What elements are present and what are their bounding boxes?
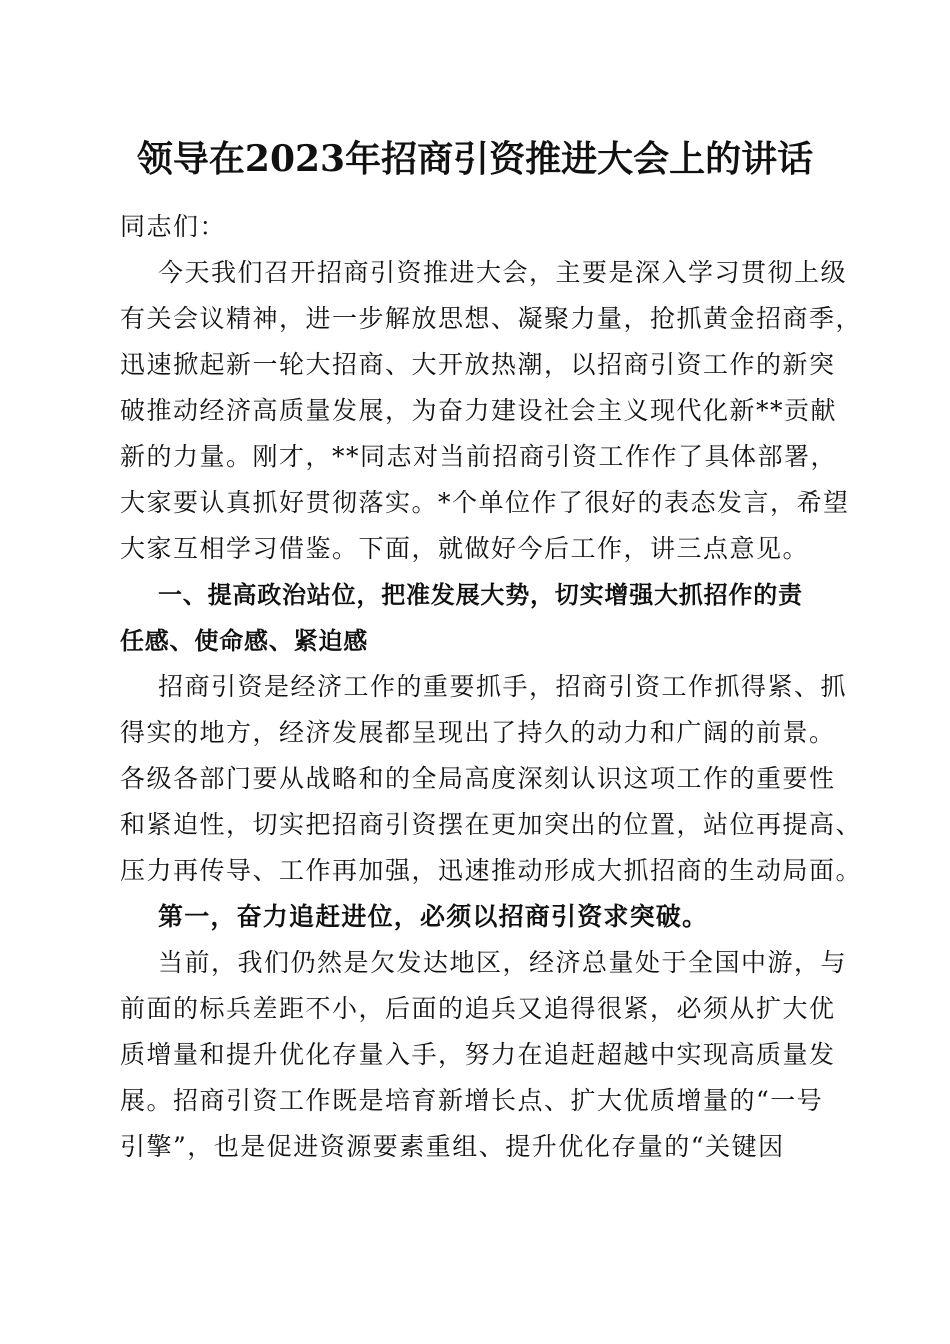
paragraph-line: 引擎”，也是促进资源要素重组、提升优化存量的“关键因 [120,1132,785,1161]
paragraph-line: 当前，我们仍然是欠发达地区，经济总量处于全国中游，与 [158,948,848,977]
paragraph-line: 质增量和提升优化存量入手，努力在追赶超越中实现高质量发 [120,1040,836,1069]
paragraph-line: 今天我们召开招商引资推进大会，主要是深入学习贯彻上级 [158,258,848,287]
paragraph-line: 大家要认真抓好贯彻落实。*个单位作了很好的表态发言，希望 [120,488,850,517]
subheading-line: 第一，奋力追赶进位，必须以招商引资求突破。 [158,902,709,931]
section-heading-line: 任感、使命感、紧迫感 [120,627,368,655]
paragraph-line: 和紧迫性，切实把招商引资摆在更加突出的位置，站位再提高、 [120,810,863,839]
paragraph-line: 压力再传导、工作再加强，迅速推动形成大抓招商的生动局面。 [120,856,863,885]
paragraph-line: 破推动经济高质量发展，为奋力建设社会主义现代化新**贡献 [120,396,838,425]
paragraph-line: 展。招商引资工作既是培育新增长点、扩大优质增量的“一号 [120,1086,824,1115]
paragraph-line: 前面的标兵差距不小，后面的追兵又追得很紧，必须从扩大优 [120,994,836,1023]
section-heading-line: 一、提高政治站位，把准发展大势，切实增强大抓招作的责 [158,581,803,609]
paragraph-line: 得实的地方，经济发展都呈现出了持久的动力和广阔的前景。 [120,718,836,747]
paragraph-line: 有关会议精神，进一步解放思想、凝聚力量，抢抓黄金招商季， [120,304,863,333]
paragraph-line: 同志们： [120,212,227,241]
paragraph-line: 迅速掀起新一轮大招商、大开放热潮，以招商引资工作的新突 [120,350,836,379]
paragraph-line: 大家互相学习借鉴。下面，就做好今后工作，讲三点意见。 [120,534,810,563]
document-body [120,204,863,1170]
paragraph-line: 招商引资是经济工作的重要抓手，招商引资工作抓得紧、抓 [158,672,848,701]
paragraph-line: 各级各部门要从战略和的全局高度深刻认识这项工作的重要性 [120,764,836,793]
paragraph-line: 新的力量。刚才，**同志对当前招商引资工作作了具体部署， [120,442,838,471]
document-title: 领导在2023年招商引资推进大会上的讲话 [136,138,814,180]
